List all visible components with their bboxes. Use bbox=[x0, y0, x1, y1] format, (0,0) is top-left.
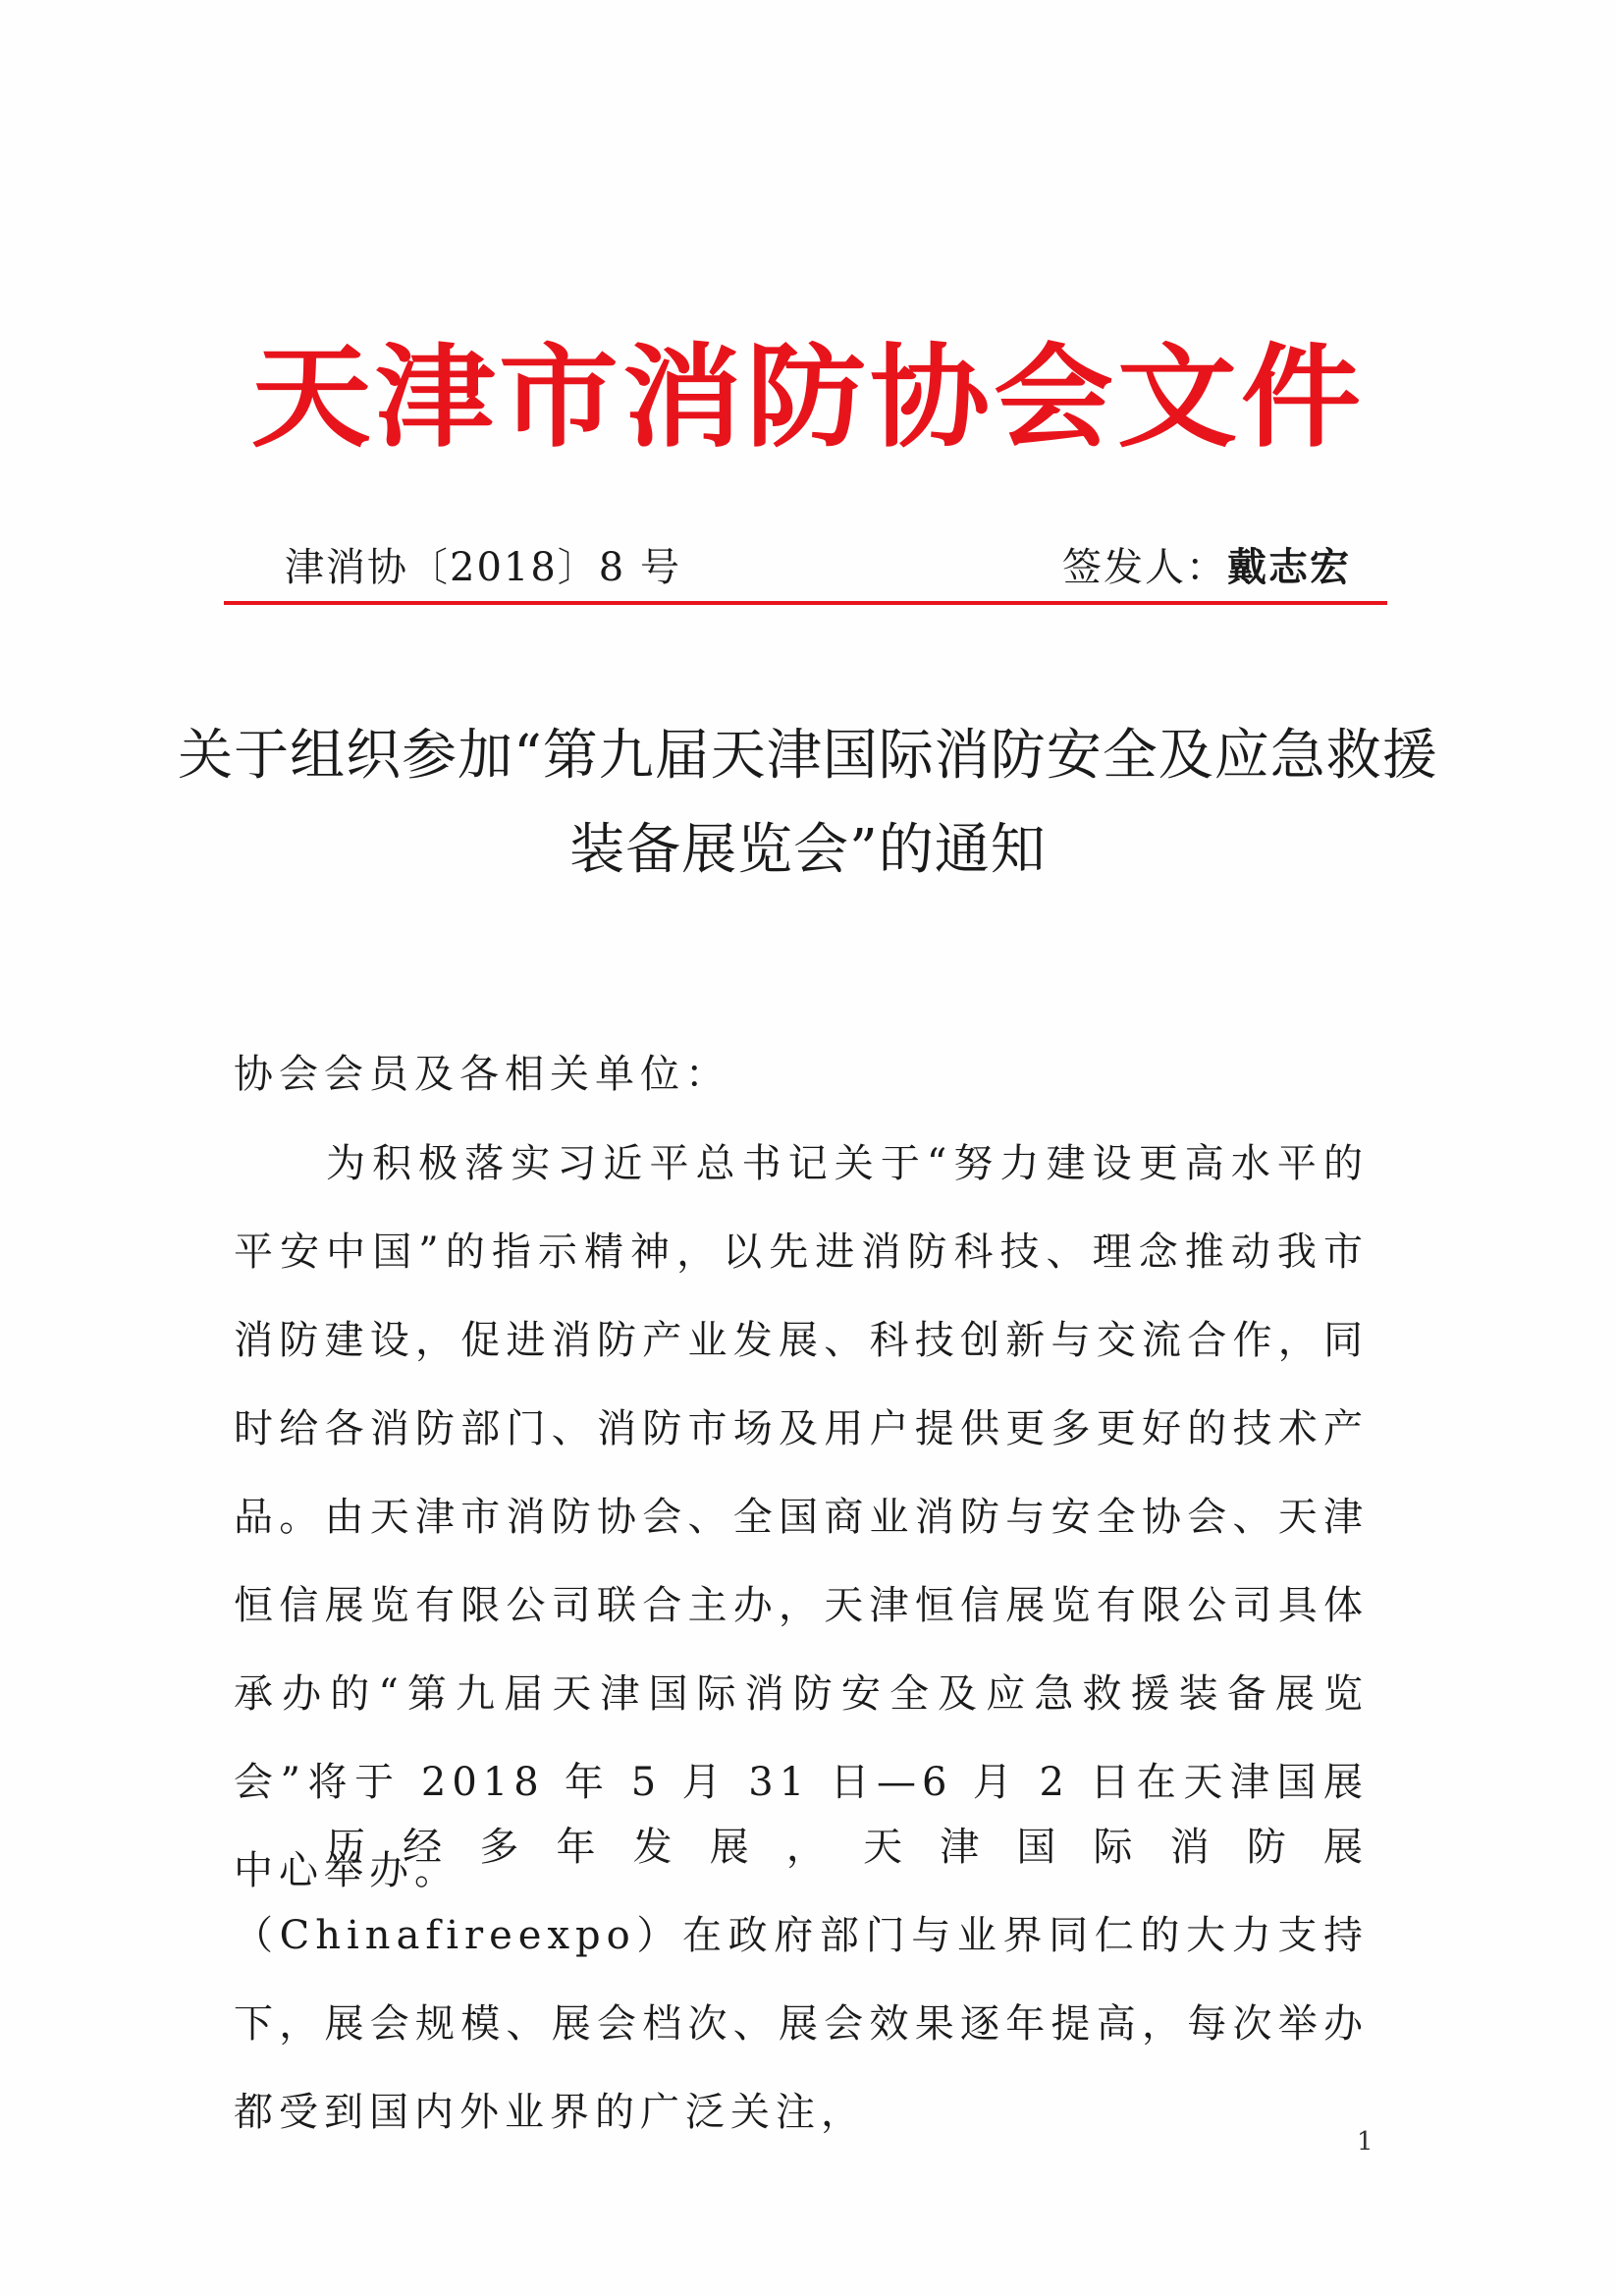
signer-name: 戴志宏 bbox=[1227, 544, 1351, 590]
signer-label: 签发人： bbox=[1062, 545, 1227, 590]
body-paragraph: 为积极落实习近平总书记关于“努力建设更高水平的平安中国”的指示精神，以先进消防科技、理念推动我市消防建设，促进消防产业发展、科技创新与交流合作，同时给各消防部门、消防市场及用户提供更多更好的技术产品。由天津市消防协会、全国商业消防与安全协会、天津恒信展览有限公司联合主办，天津恒信展览有限公司具体承办的“第九届天津国际消防安全及应急救援装备展览会”将于 2018 年 5 月 31 日—6 月 2 日在天津国展中心举办。 bbox=[234, 1141, 1369, 1893]
addressee: 协会会员及各相关单位： bbox=[234, 1052, 730, 1097]
signer bbox=[1062, 538, 1351, 597]
page-number: 1 bbox=[1357, 2127, 1374, 2157]
document-number: 津消协〔2018〕8 号 bbox=[285, 545, 681, 590]
letterhead-title: 天津市消防协会文件 bbox=[251, 332, 1365, 464]
red-divider-line bbox=[224, 601, 1387, 605]
notice-title: 关于组织参加“第九届天津国际消防安全及应急救援装备展览会”的通知 bbox=[178, 724, 1438, 882]
body-paragraph: 历经多年发展，天津国际消防展（Chinafireexpo）在政府部门与业界同仁的大力支持下，展会规模、展会档次、展会效果逐年提高，每次举办都受到国内外业界的广泛关注， bbox=[234, 1825, 1369, 2135]
